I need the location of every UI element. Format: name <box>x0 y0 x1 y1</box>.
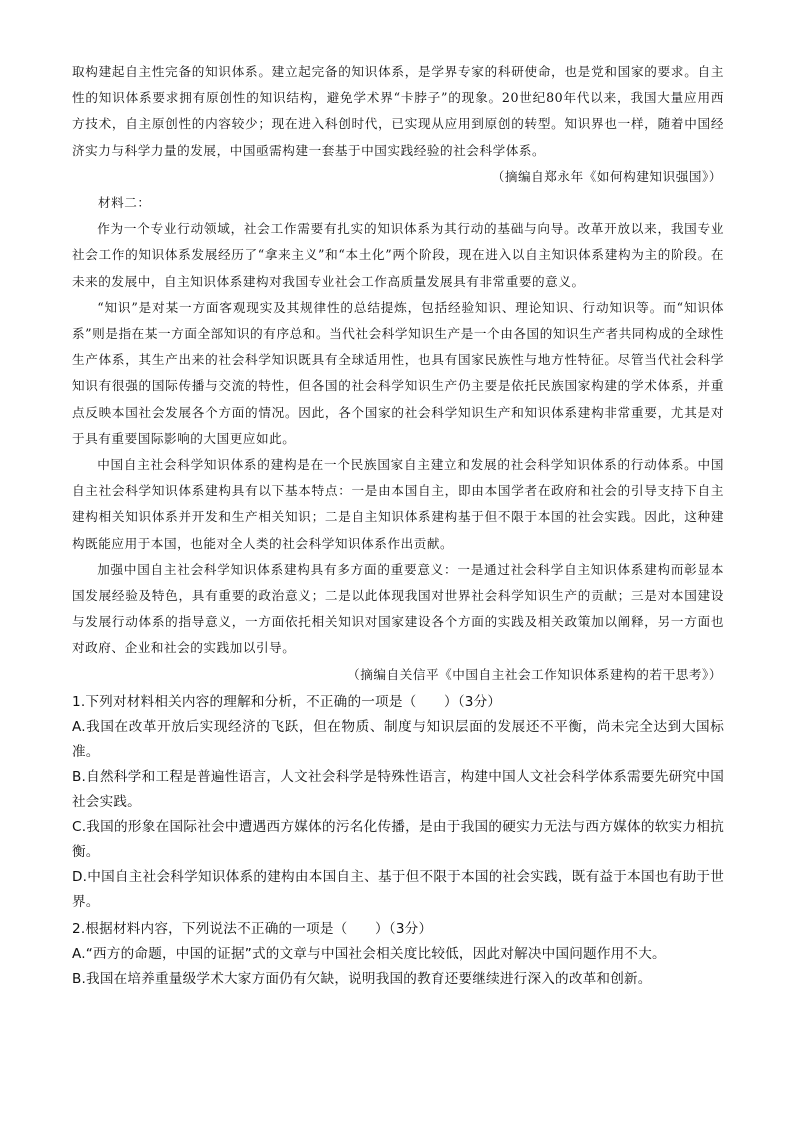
question1-option-d: D.中国自主社会科学知识体系的建构由本国自主、基于但不限于本国的社会实践，既有益于本国也有助于世界。 <box>72 868 724 910</box>
question1-option-b: B.自然科学和工程是普遍性语言，人文社会科学是特殊性语言，构建中国人文社会科学体系需要先研究中国社会实践。 <box>72 768 724 810</box>
page-content <box>72 59 724 992</box>
material1-source: （摘编自郑永年《如何构建知识强国》） <box>491 168 722 184</box>
question2-stem: 2.根据材料内容，下列说法不正确的一项是（ ）（3分） <box>72 920 433 937</box>
material1-paragraph: 取构建起自主性完备的知识体系。建立起完备的知识体系，是学界专家的科研使命，也是党和国家的要求。自主性的知识体系要求拥有原创性的知识结构，避免学术界“卡脖子”的现象。20世纪80年代以来，我国大量应用西方技术，自主原创性的内容较少；现在进入科创时代，已实现从应用到原创的转型。知识界也一样，随着中国经济实力与科学力量的发展，中国亟需构建一套基于中国实践经验的社会科学体系。 <box>72 64 724 158</box>
material2-paragraph: “知识”是对某一方面客观现实及其规律性的总结提炼，包括经验知识、理论知识、行动知识等。而“知识体系”则是指在某一方面全部知识的有序总和。当代社会科学知识生产是一个由各国的知识生产者共同构成的全球性生产体系，其生产出来的社会科学知识既具有全球适用性，也具有国家民族性与地方性特征。尽管当代社会科学知识有很强的国际传播与交流的特性，但各国的社会科学知识生产仍主要是依托民族国家构建的学术体系，并重点反映本国社会发展各个方面的情况。因此，各个国家的社会科学知识生产和知识体系建构非常重要，尤其是对于具有重要国际影响的大国更应如此。 <box>72 299 724 446</box>
material2-label: 材料二： <box>98 195 151 211</box>
question1-stem: 1.下列对材料相关内容的理解和分析，不正确的一项是（ ）（3分） <box>72 693 502 710</box>
material2-paragraph: 加强中国自主社会科学知识体系建构具有多方面的重要意义：一是通过社会科学自主知识体系建构而彰显本国发展经验及特色，具有重要的政治意义；二是以此体现我国对世界社会科学知识生产的贡献；三是对本国建设与发展行动体系的指导意义，一方面依托相关知识对国家建设各个方面的实践及相关政策加以阐释，另一方面也对政府、企业和社会的实践加以引导。 <box>72 561 724 656</box>
question1-option-c: C.我国的形象在国际社会中遭遇西方媒体的污名化传播，是由于我国的硬实力无法与西方媒体的软实力相抗衡。 <box>72 818 724 860</box>
question1-option-a: A.我国在改革开放后实现经济的飞跃，但在物质、制度与知识层面的发展还不平衡，尚未完全达到大国标准。 <box>72 718 724 760</box>
question2-option-a: A.“西方的命题，中国的证据”式的文章与中国社会相关度比较低，因此对解决中国问题作用不大。 <box>72 945 666 962</box>
question2-option-b: B.我国在培养重量级学术大家方面仍有欠缺，说明我国的教育还要继续进行深入的改革和创新。 <box>72 970 652 987</box>
material2-source: （摘编自关信平《中国自主社会工作知识体系建构的若干思考》） <box>347 666 722 682</box>
material2-paragraph: 中国自主社会科学知识体系的建构是在一个民族国家自主建立和发展的社会科学知识体系的行动体系。中国自主社会科学知识体系建构具有以下基本特点：一是由本国自主，即由本国学者在政府和社会的引导支持下自主建构相关知识体系并开发和生产相关知识；二是自主知识体系建构基于但不限于本国的社会实践。因此，这种建构既能应用于本国，也能对全人类的社会科学知识体系作出贡献。 <box>72 457 724 551</box>
material2-paragraph: 作为一个专业行动领域，社会工作需要有扎实的知识体系为其行动的基础与向导。改革开放以来，我国专业社会工作的知识体系发展经历了“拿来主义”和“本土化”两个阶段，现在进入以自主知识体系建构为主的阶段。在未来的发展中，自主知识体系建构对我国专业社会工作高质量发展具有非常重要的意义。 <box>72 221 724 289</box>
